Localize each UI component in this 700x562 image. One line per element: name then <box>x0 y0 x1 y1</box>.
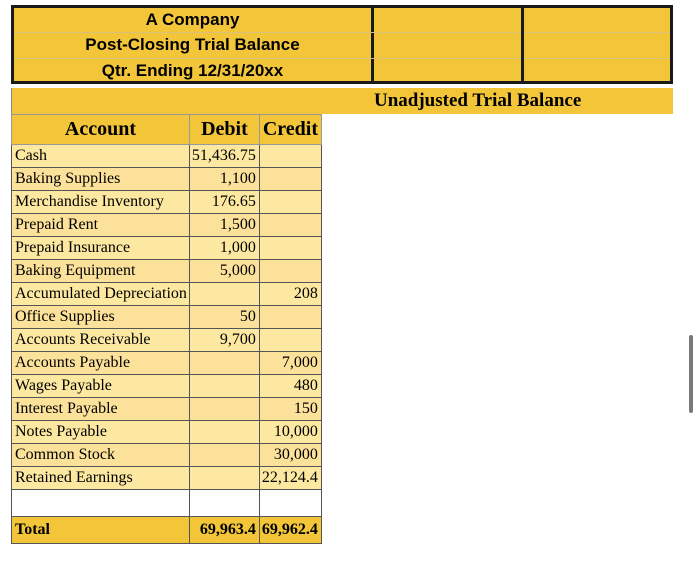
table-row <box>12 375 322 398</box>
account-cell: Prepaid Rent <box>12 214 190 237</box>
account-cell: Retained Earnings <box>12 467 190 490</box>
account-cell: Accounts Receivable <box>12 329 190 352</box>
table-row <box>12 260 322 283</box>
report-title: Post-Closing Trial Balance <box>85 35 300 54</box>
debit-cell <box>189 283 259 306</box>
debit-cell <box>189 375 259 398</box>
table-row <box>12 329 322 352</box>
total-debit: 69,963.4 <box>189 517 259 544</box>
title-divider <box>14 32 670 33</box>
credit-cell <box>259 168 321 191</box>
blank-cell <box>259 490 321 517</box>
column-header-row <box>12 115 322 145</box>
account-cell: Common Stock <box>12 444 190 467</box>
debit-cell: 51,436.75 <box>189 145 259 168</box>
account-cell: Accounts Payable <box>12 352 190 375</box>
credit-cell <box>259 145 321 168</box>
debit-cell <box>189 352 259 375</box>
credit-column-header: Credit <box>259 115 321 145</box>
debit-cell: 50 <box>189 306 259 329</box>
debit-cell: 1,100 <box>189 168 259 191</box>
account-cell: Baking Supplies <box>12 168 190 191</box>
account-cell: Notes Payable <box>12 421 190 444</box>
table-row <box>12 352 322 375</box>
table-row <box>12 306 322 329</box>
credit-cell: 150 <box>259 398 321 421</box>
total-label: Total <box>12 517 190 544</box>
debit-cell: 1,000 <box>189 237 259 260</box>
credit-cell <box>259 306 321 329</box>
total-credit: 69,962.4 <box>259 517 321 544</box>
credit-cell <box>259 237 321 260</box>
report-period: Qtr. Ending 12/31/20xx <box>101 61 284 80</box>
section-header: Unadjusted Trial Balance <box>374 90 582 111</box>
table-row <box>12 145 322 168</box>
account-cell: Accumulated Depreciation <box>12 283 190 306</box>
table-row <box>12 168 322 191</box>
debit-cell: 5,000 <box>189 260 259 283</box>
company-name: A Company <box>145 10 240 29</box>
debit-cell: 1,500 <box>189 214 259 237</box>
table-row <box>12 444 322 467</box>
credit-cell: 7,000 <box>259 352 321 375</box>
table-row <box>12 237 322 260</box>
table-row <box>12 214 322 237</box>
credit-cell: 208 <box>259 283 321 306</box>
debit-column-header: Debit <box>189 115 259 145</box>
total-row <box>12 517 322 544</box>
blank-row <box>12 490 322 517</box>
debit-cell <box>189 398 259 421</box>
credit-cell: 22,124.4 <box>259 467 321 490</box>
account-cell: Wages Payable <box>12 375 190 398</box>
title-cell <box>14 8 374 81</box>
debit-cell: 9,700 <box>189 329 259 352</box>
account-cell: Interest Payable <box>12 398 190 421</box>
account-cell: Merchandise Inventory <box>12 191 190 214</box>
debit-cell: 176.65 <box>189 191 259 214</box>
account-cell: Baking Equipment <box>12 260 190 283</box>
debit-cell <box>189 444 259 467</box>
table-row <box>12 398 322 421</box>
debit-cell <box>189 421 259 444</box>
trial-balance-table <box>11 114 322 544</box>
account-cell: Prepaid Insurance <box>12 237 190 260</box>
credit-cell <box>259 214 321 237</box>
blank-cell <box>189 490 259 517</box>
table-row <box>12 467 322 490</box>
table-row <box>12 191 322 214</box>
blank-cell <box>12 490 190 517</box>
table-row <box>12 283 322 306</box>
credit-cell: 10,000 <box>259 421 321 444</box>
table-row <box>12 421 322 444</box>
title-block <box>11 5 673 84</box>
credit-cell: 480 <box>259 375 321 398</box>
credit-cell <box>259 260 321 283</box>
credit-cell: 30,000 <box>259 444 321 467</box>
credit-cell <box>259 329 321 352</box>
account-cell: Office Supplies <box>12 306 190 329</box>
debit-cell <box>189 467 259 490</box>
title-column-divider <box>521 8 524 81</box>
account-cell: Cash <box>12 145 190 168</box>
scrollbar[interactable] <box>689 335 693 413</box>
account-column-header: Account <box>12 115 190 145</box>
title-divider <box>14 58 670 59</box>
credit-cell <box>259 191 321 214</box>
